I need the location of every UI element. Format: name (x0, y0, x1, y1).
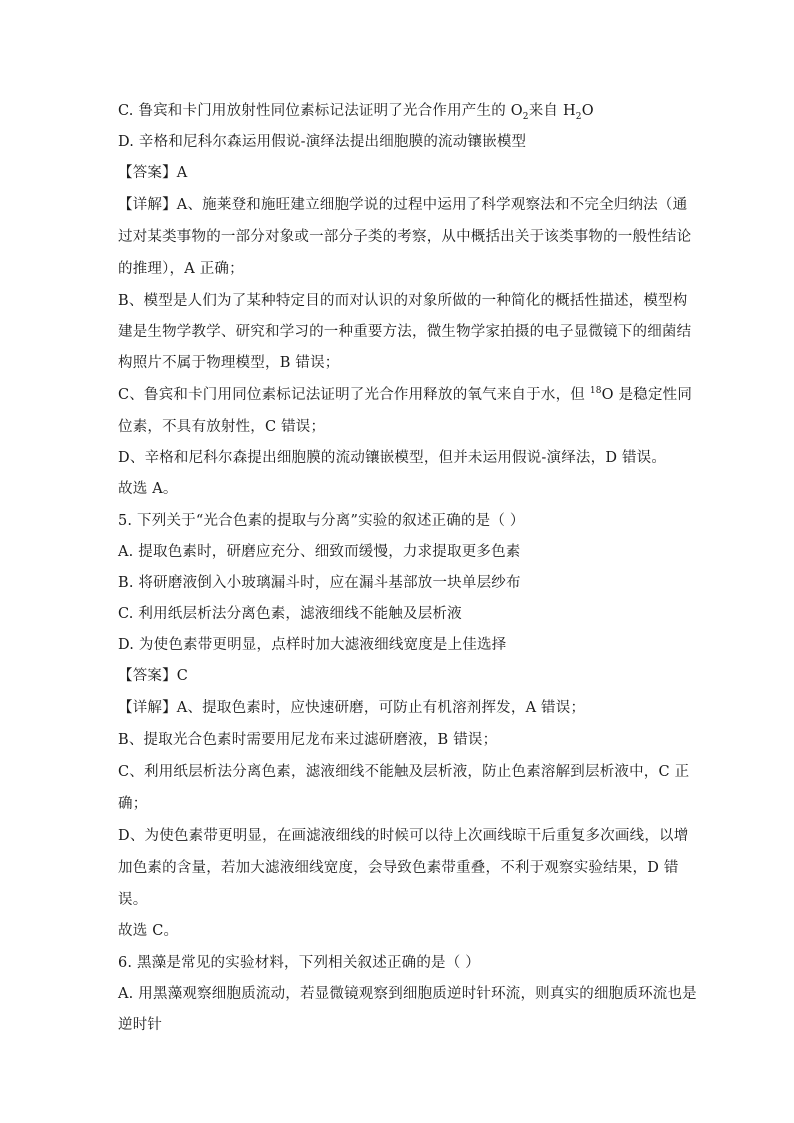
q5-option-b: B. 将研磨液倒入小玻璃漏斗时，应在漏斗基部放一块单层纱布 (118, 575, 521, 591)
q4-detail-line-7-post: O 是稳定性同 (601, 387, 693, 403)
q4-detail-line-2: 过对某类事物的一部分对象或一部分子类的考察，从中概括出关于该类事物的一般性结论 (118, 229, 692, 245)
q4-option-d: D. 辛格和尼科尔森运用假说-演绎法提出细胞膜的流动镶嵌模型 (118, 134, 527, 150)
q4-option-c-end: O (581, 103, 594, 119)
q5-detail-line-8: 故选 C。 (118, 923, 179, 939)
q5-answer: 【答案】C (118, 668, 189, 684)
q5-detail-line-7: 误。 (118, 892, 148, 908)
q4-detail-line-7 (118, 385, 692, 405)
q4-option-c-sub-h2: 2 (575, 111, 582, 122)
q5-detail-line-4: 确； (118, 796, 148, 812)
q6-option-a-line-2: 逆时针 (118, 1017, 163, 1033)
q5-detail-line-1: 【详解】A、提取色素时，应快速研磨，可防止有机溶剂挥发，A 错误； (118, 700, 586, 716)
q4-option-c-sub-2: 2 (522, 111, 529, 122)
q5-option-d: D. 为使色素带更明显，点样时加大滤液细线宽度是上佳选择 (118, 637, 507, 653)
q6-option-a-line-1: A. 用黑藻观察细胞质流动，若显微镜观察到细胞质逆时针环流，则真实的细胞质环流也是 (118, 986, 697, 1002)
q5-stem: 5. 下列关于“光合色素的提取与分离”实验的叙述正确的是（ ） (118, 513, 525, 529)
q4-detail-line-6: 构照片不属于物理模型，B 错误； (118, 355, 340, 371)
q4-option-c-mid: 来自 H (528, 103, 576, 119)
q5-detail-line-2: B、提取光合色素时需要用尼龙布来过滤研磨液，B 错误； (118, 732, 498, 748)
q4-detail-line-8: 位素，不具有放射性，C 错误； (118, 419, 326, 435)
q6-stem: 6. 黑藻是常见的实验材料，下列相关叙述正确的是（ ） (118, 955, 480, 971)
q4-detail-line-3: 的推理），A 正确； (118, 261, 244, 277)
q4-option-c-text: C. 鲁宾和卡门用放射性同位素标记法证明了光合作用产生的 O (118, 103, 523, 119)
q4-detail-line-7-text: C、鲁宾和卡门用同位素标记法证明了光合作用释放的氧气来自于水，但 (118, 387, 590, 403)
q4-detail-line-1: 【详解】A、施莱登和施旺建立细胞学说的过程中运用了科学观察法和不完全归纳法（通 (118, 197, 688, 213)
q5-detail-line-5: D、为使色素带更明显，在画滤液细线的时候可以待上次画线晾干后重复多次画线，以增 (118, 828, 689, 844)
q4-detail-line-9: D、辛格和尼科尔森提出细胞膜的流动镶嵌模型，但并未运用假说-演绎法，D 错误。 (118, 450, 667, 466)
q5-detail-line-6: 加色素的含量，若加大滤液细线宽度，会导致色素带重叠，不利于观察实验结果，D 错 (118, 860, 679, 876)
q4-option-c (118, 101, 594, 121)
q4-detail-line-4: B、模型是人们为了某种特定目的而对认识的对象所做的一种简化的概括性描述，模型构 (118, 293, 688, 309)
q4-answer: 【答案】A (118, 165, 188, 181)
q4-detail-line-5: 建是生物学教学、研究和学习的一种重要方法，微生物学家拍摄的电子显微镜下的细菌结 (118, 324, 692, 340)
q4-detail-line-10: 故选 A。 (118, 481, 178, 497)
q5-detail-line-3: C、利用纸层析法分离色素，滤液细线不能触及层析液，防止色素溶解到层析液中，C 正 (118, 764, 690, 780)
q4-detail-line-7-sup: 18 (589, 386, 602, 397)
q5-option-a: A. 提取色素时，研磨应充分、细致而缓慢，力求提取更多色素 (118, 544, 521, 560)
q5-option-c: C. 利用纸层析法分离色素，滤液细线不能触及层析液 (118, 606, 462, 622)
